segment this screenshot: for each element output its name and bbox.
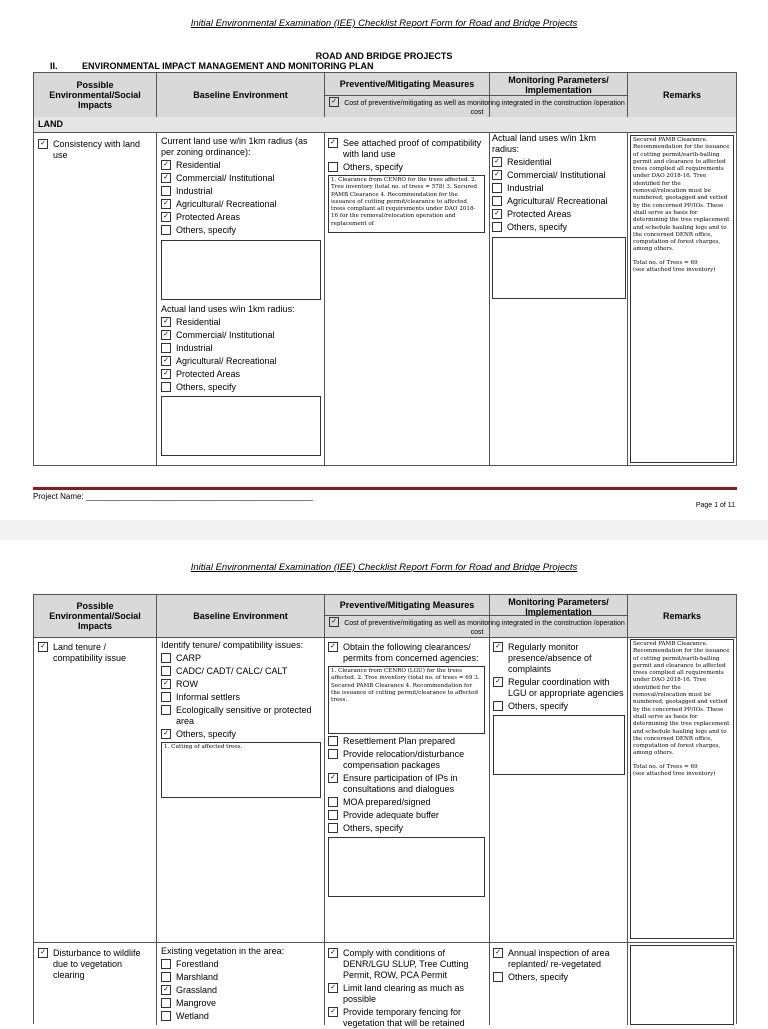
header-measures-label: Preventive/Mitigating Measures [339,79,475,89]
tenure-option-checkbox[interactable] [161,729,171,739]
tenure-option-item [161,705,320,727]
measure-option-label: Limit land clearing as much as possible [343,983,465,1004]
tenure-option-label: CARP [176,653,202,663]
tenure-option-item [161,653,320,664]
baseline-option-label: Protected Areas [176,212,241,222]
tenure-option-label: Informal settlers [176,692,241,702]
tenure-option-label: ROW [176,679,198,689]
measures-column-2b [325,943,490,1028]
monitoring-option-checkbox[interactable] [493,642,503,652]
cost-checkbox[interactable] [329,97,339,107]
impact-label: Consistency with land use [53,139,141,160]
measure-option-label: Provide temporary fencing for vegetation that will be retained [343,1007,465,1028]
actual-option-checkbox[interactable] [161,343,171,353]
header-baseline-2: Baseline Environment [157,595,325,637]
measure-option-checkbox[interactable] [328,823,338,833]
vegetation-checklist [161,959,320,1022]
measures-checklist-2b [328,948,486,1029]
table-header-row [34,73,736,118]
impact-checkbox[interactable] [38,139,48,149]
monitoring-option-checkbox[interactable] [492,209,502,219]
remarks-box[interactable] [630,135,734,463]
actual-option-label: Commercial/ Institutional [176,330,275,340]
vegetation-option-item [161,985,320,996]
actual-specify-box[interactable] [161,396,321,456]
vegetation-option-label: Mangrove [176,998,217,1008]
actual-option-checkbox[interactable] [161,317,171,327]
baseline-option-item [161,186,320,197]
remarks-note-2a: (see attached tree inventory) [633,771,716,778]
tenure-option-item [161,679,320,690]
actual-option-label: Residential [176,317,221,327]
measure-option-item [328,948,486,981]
section-title: ROAD AND BRIDGE PROJECTS [315,51,453,61]
header-remarks: Remarks [662,90,702,100]
header-remarks-2: Remarks [662,611,702,621]
baseline-option-item [161,160,320,171]
vegetation-option-item [161,1011,320,1022]
monitoring-option-item [493,642,624,675]
cost-note-text: Cost of preventive/mitigating as well as monitoring integrated in the construction /operation cost [344,99,625,116]
measure-option-checkbox[interactable] [328,162,338,172]
tenure-option-item [161,692,320,703]
vegetation-option-label: Forestland [176,959,219,969]
measure-option-item [328,797,486,808]
vegetation-option-checkbox[interactable] [161,959,171,969]
footer-rule [33,487,737,490]
monitoring-specify-box[interactable] [492,237,626,299]
measure-option-checkbox[interactable] [328,749,338,759]
impact-item-tenure [38,642,152,664]
actual-option-item [161,317,320,328]
measure-option-item [328,162,486,173]
vegetation-option-item [161,998,320,1009]
measure-option-checkbox[interactable] [328,983,338,993]
measure-option-item [328,773,486,795]
baseline-option-item [161,199,320,210]
remarks-text-2a: Secured PAMB Clearance. Recommendation for the issuance of cutting permit/earth-balling permit and clearance to affected trees complied all requirements under DAO 2018-16. Tree identified for the removal/relocation must be numbered, geotagged and vetted by the concerned PP/IOs. These shall serve as basis for determining the tree replacement and schedule hauling logs and to the concerned DENR office, computation of forest charges, among others. [633,641,730,757]
remarks-total: Total no. of Trees = 69 [633,259,698,266]
baseline-option-item [161,225,320,236]
project-name-field: Project Name: ___________________________________________________ [33,492,313,501]
measure-option-label: Provide adequate buffer [343,810,439,820]
impact-label-wildlife: Disturbance to wildlife due to vegetation clearing [53,948,141,980]
measure-option-checkbox[interactable] [328,138,338,148]
monitoring-option-label: Protected Areas [507,209,572,219]
actual-option-label: Protected Areas [176,369,241,379]
monitoring-option-item [492,157,625,168]
vegetation-title: Existing vegetation in the area: [161,946,285,956]
vegetation-option-item [161,959,320,970]
monitoring-option-item [493,677,624,699]
measure-option-label: Ensure participation of IPs in consultations and dialogues [343,773,458,794]
measures-checklist [328,138,486,173]
measure-option-checkbox[interactable] [328,773,338,783]
measure-obtain-label: Obtain the following clearances/ permits from concerned agencies: [343,642,479,663]
vegetation-option-label: Wetland [176,1011,209,1021]
baseline-specify-box[interactable] [161,240,321,300]
impact-item [38,139,152,161]
measure-option-label: MOA prepared/signed [343,797,431,807]
monitoring-option-item [493,948,624,970]
remarks-box-2b[interactable] [630,945,734,1025]
monitoring-checklist-2b [493,948,624,983]
page-header-title: Initial Environmental Examination (IEE) Checklist Report Form for Road and Bridge Projects [190,18,578,29]
monitoring-option-checkbox[interactable] [493,701,503,711]
measure-option-label: Comply with conditions of DENR/LGU SLUP, Tree Cutting Permit, ROW, PCA Permit [343,948,469,980]
tenure-option-label: Ecologically sensitive or protected area [176,705,312,726]
remarks-note: (see attached tree inventory) [633,267,716,274]
impact-checkbox-wildlife[interactable] [38,948,48,958]
actual-option-checkbox[interactable] [161,382,171,392]
measure-option-checkbox[interactable] [328,1007,338,1017]
baseline-option-checkbox[interactable] [161,212,171,222]
section-subtitle: ENVIRONMENTAL IMPACT MANAGEMENT AND MONITORING PLAN [82,61,374,71]
measure-option-label: Provide relocation/disturbance compensation packages [343,749,465,770]
measure-option-label: Others, specify [343,823,404,833]
actual-option-item [161,356,320,367]
baseline-column-2b [157,943,325,1025]
header-measures-2: Preventive/Mitigating Measures [325,595,490,637]
measures-checklist-2a [328,736,486,834]
monitoring-option-label: Agricultural/ Recreational [507,196,608,206]
monitoring-option-item [492,183,625,194]
monitoring-option-checkbox[interactable] [492,183,502,193]
monitoring-checklist [492,157,625,233]
monitoring-column-2b [490,943,628,1025]
vegetation-option-checkbox[interactable] [161,985,171,995]
tenure-option-checkbox[interactable] [161,653,171,663]
header-baseline: Baseline Environment [157,73,325,117]
monitoring-option-label: Others, specify [507,222,568,232]
measure-obtain-clearances [328,642,486,664]
vegetation-option-label: Grassland [176,985,218,995]
baseline-option-label: Industrial [176,186,213,196]
cost-divider [325,95,628,96]
baseline-option-checkbox[interactable] [161,173,171,183]
header-impacts-2: Possible Environmental/Social Impacts [34,595,157,637]
baseline-title: Current land use w/in 1km radius (as per zoning ordinance): [161,136,308,157]
remarks-column-2b [628,943,736,1025]
monitoring-option-checkbox[interactable] [493,972,503,982]
measure-option-item [328,823,486,834]
tenure-option-label: CADC/ CADT/ CALC/ CALT [176,666,288,676]
header-monitoring-2: Monitoring Parameters/ Implementation [490,595,628,637]
tenure-option-item [161,729,320,740]
measure-option-checkbox[interactable] [328,810,338,820]
baseline-column-2a [157,637,325,942]
monitoring-option-label: Residential [507,157,552,167]
land-row-label: LAND [34,117,736,133]
remarks-box-2a[interactable] [630,639,734,939]
actual-checklist [161,317,320,393]
monitoring-option-checkbox[interactable] [493,677,503,687]
measure-option-checkbox[interactable] [328,948,338,958]
baseline-option-label: Residential [176,160,221,170]
cost-checkbox-2[interactable] [329,617,339,627]
actual-option-item [161,330,320,341]
baseline-option-label: Agricultural/ Recreational [176,199,277,209]
monitoring-option-label: Annual inspection of area replanted/ re-vegetated [508,948,610,969]
baseline-option-label: Commercial/ Institutional [176,173,275,183]
monitoring-option-item [492,209,625,220]
baseline-option-item [161,173,320,184]
actual-option-item [161,369,320,380]
measure-obtain-checkbox[interactable] [328,642,338,652]
actual-option-label: Others, specify [176,382,237,392]
measure-option-checkbox[interactable] [328,797,338,807]
monitoring-column [490,133,628,465]
measures-notes-box[interactable]: 1. Clearance from CENRO for the trees affected. 2. Tree inventory (total no. of trees = 578) 3. Secured PAMB Clearance 4. Recommendation for the issuance of cutting permit/clearance to affected trees compliant all requirements under DAO 2018-16 for the removal/relocation operation and replacement of [328,175,485,233]
impact-label-tenure: Land tenure / compatibility issue [53,642,127,663]
cost-note-2 [328,618,626,637]
cost-divider-2 [325,615,628,616]
table-header-row-2 [34,595,736,638]
remarks-column-2a [628,637,736,942]
vegetation-option-checkbox[interactable] [161,1011,171,1021]
baseline-option-checkbox[interactable] [161,199,171,209]
monitoring-option-label: Regularly monitor presence/absence of complaints [508,642,592,674]
monitoring-column-2a [490,637,628,942]
tenure-option-checkbox[interactable] [161,666,171,676]
measure-option-item [328,138,486,160]
baseline-option-checkbox[interactable] [161,225,171,235]
tenure-option-item [161,666,320,677]
baseline-option-label: Others, specify [176,225,237,235]
vegetation-option-item [161,972,320,983]
remarks-total-2a: Total no. of Trees = 69 [633,763,698,770]
baseline-checklist [161,160,320,236]
monitoring-option-checkbox[interactable] [493,948,503,958]
monitoring-option-item [493,701,624,712]
cost-note-text-2: Cost of preventive/mitigating as well as monitoring integrated in the construction /operation cost [344,619,625,636]
tenure-title: Identify tenure/ compatibility issues: [161,640,304,650]
section-number: II. [50,61,58,71]
measure-option-item [328,1007,486,1029]
impact-item-wildlife [38,948,152,981]
clearances-notes-box[interactable]: 1. Clearance from CENRO (LGU) for the trees affected. 2. Tree inventory (total no. of trees = 69 3. Secured PAMB Clearance 4. Recommendation for the issuance of cutting permit/clearance to affected trees. [328,666,485,734]
actual-option-checkbox[interactable] [161,356,171,366]
header-monitoring: Monitoring Parameters/ Implementation [490,73,628,117]
measure-option-checkbox[interactable] [328,736,338,746]
tenure-option-checkbox[interactable] [161,679,171,689]
header-impacts: Possible Environmental/Social Impacts [34,73,157,117]
monitoring-checklist-2a [493,642,624,712]
monitoring-option-item [493,972,624,983]
actual-option-checkbox[interactable] [161,330,171,340]
eimp-table-2 [33,594,737,1028]
tenure-option-label: Others, specify [176,729,237,739]
baseline-option-checkbox[interactable] [161,186,171,196]
monitoring-option-checkbox[interactable] [492,222,502,232]
tenure-option-checkbox[interactable] [161,692,171,702]
actual-option-label: Industrial [176,343,213,353]
monitoring-option-checkbox[interactable] [492,196,502,206]
page-number: Page 1 of 11 [695,502,735,509]
actual-option-item [161,343,320,354]
impact-column-2a [34,637,157,942]
baseline-option-checkbox[interactable] [161,160,171,170]
document-page-2 [0,540,768,1028]
tenure-option-checkbox[interactable] [161,705,171,715]
monitoring-option-item [492,222,625,233]
remarks-text: Secured PAMB Clearance. Recommendation for the issuance of cutting permit/earth-balling permit and clearance to affected trees complied all requirements under DAO 2018-16. Tree identified for the removal/relocation must be numbered, geotagged and vetted by the concerned PP/IOs. These shall serve as basis for determining the tree replacement and schedule hauling logs and to the concerned DENR office, computation of forest charges, among others. [633,137,730,253]
measure-option-item [328,749,486,771]
measure-option-label: Others, specify [343,162,404,172]
vegetation-option-label: Marshland [176,972,219,982]
monitoring-option-label: Industrial [507,183,544,193]
cost-note [328,98,626,117]
actual-option-label: Agricultural/ Recreational [176,356,277,366]
monitoring-option-checkbox[interactable] [492,157,502,167]
tenure-specify-box[interactable]: 1. Cutting of affected trees. [161,742,321,798]
eimp-table-1 [33,72,737,466]
monitoring-option-item [492,170,625,181]
monitoring-option-label: Commercial/ Institutional [507,170,606,180]
impact-column-2b [34,943,157,1025]
impact-column [34,133,157,465]
monitoring-specify-box-2a[interactable] [493,715,625,775]
remarks-column [628,133,736,465]
actual-option-checkbox[interactable] [161,369,171,379]
measure-option-item [328,736,486,747]
actual-option-item [161,382,320,393]
monitoring-option-label: Others, specify [508,972,569,982]
measure-option-label: Resettlement Plan prepared [343,736,456,746]
actual-title: Actual land uses w/in 1km radius: [161,304,295,314]
baseline-column [157,133,325,465]
measures-column-2a [325,637,490,942]
measure-option-item [328,810,486,821]
tenure-checklist [161,653,320,740]
measure-option-item [328,983,486,1005]
page-gap [0,520,768,540]
vegetation-option-checkbox[interactable] [161,972,171,982]
impact-checkbox-tenure[interactable] [38,642,48,652]
page-header-title-2: Initial Environmental Examination (IEE) Checklist Report Form for Road and Bridge Projects [190,562,578,573]
monitoring-option-label: Others, specify [508,701,569,711]
monitoring-option-item [492,196,625,207]
measures-column [325,133,490,465]
measure-option-label: See attached proof of compatibility with land use [343,138,482,159]
baseline-option-item [161,212,320,223]
vegetation-option-checkbox[interactable] [161,998,171,1008]
monitoring-title: Actual land uses w/in 1km radius: [492,133,597,154]
monitoring-option-checkbox[interactable] [492,170,502,180]
measures-specify-box-2a[interactable] [328,837,485,897]
monitoring-option-label: Regular coordination with LGU or appropriate agencies [508,677,624,698]
